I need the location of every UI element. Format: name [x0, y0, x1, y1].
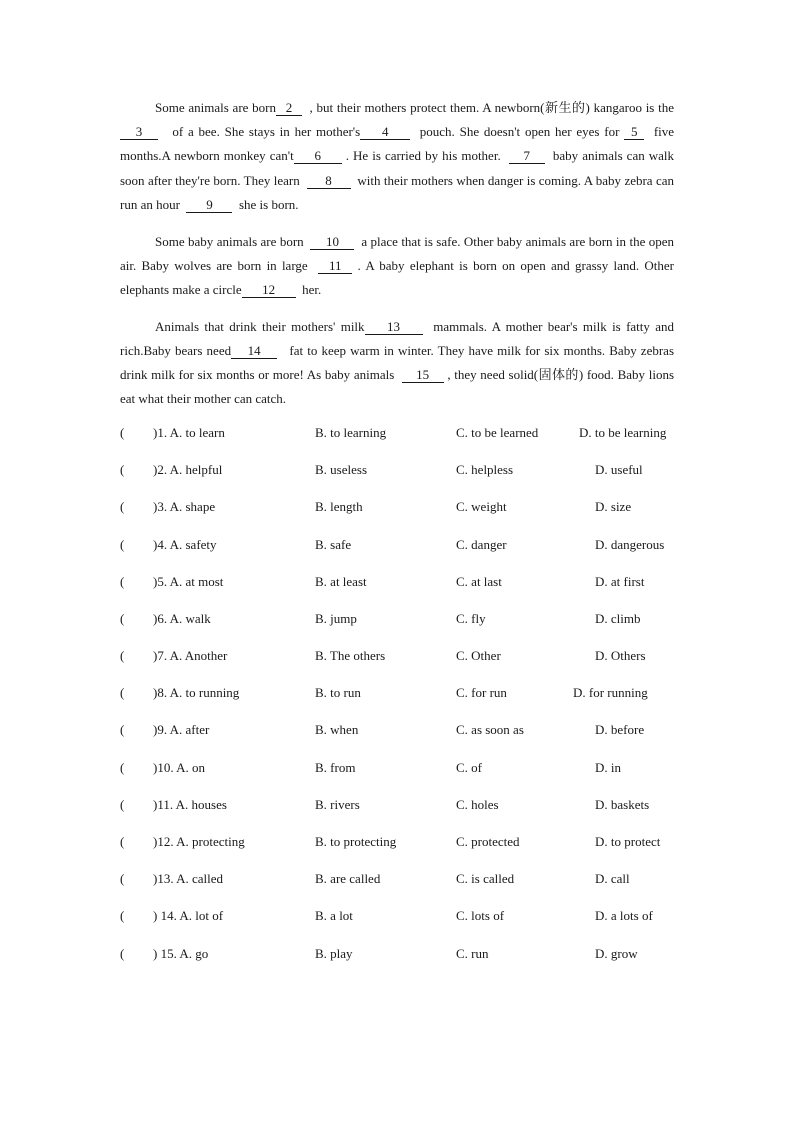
option-c: C. of	[456, 759, 482, 775]
question-stem-option-a: ) 15. A. go	[153, 945, 209, 961]
question-row	[120, 833, 674, 870]
answer-paren[interactable]: (	[120, 499, 125, 515]
blank-15: 15	[402, 367, 444, 383]
option-b: B. length	[315, 499, 363, 515]
option-d: D. size	[595, 499, 632, 515]
passage-text: pouch. She doesn't open her eyes for	[419, 124, 620, 140]
question-stem-option-a: )13. A. called	[153, 871, 224, 887]
question-row	[120, 796, 674, 833]
option-d: D. grow	[595, 945, 638, 961]
question-stem-option-a: )8. A. to running	[153, 685, 240, 701]
option-c: C. at last	[456, 573, 502, 589]
option-d: D. Others	[595, 648, 646, 664]
passage-text: . A baby elephant is born on open and grassy land. Other elephants make a circle	[120, 257, 675, 297]
option-c: C. protected	[456, 834, 520, 849]
option-c: C. weight	[456, 499, 507, 515]
option-b: B. to protecting	[315, 834, 397, 849]
option-d: D. a lots of	[595, 908, 653, 924]
passage-text: of a bee. She stays in her mother's	[172, 124, 361, 140]
blank-5: 5	[624, 124, 644, 140]
question-stem-option-a: )12. A. protecting	[153, 834, 245, 849]
option-b: B. are called	[315, 871, 381, 887]
option-b: B. to learning	[315, 424, 387, 440]
question-stem-option-a: )6. A. walk	[153, 610, 211, 626]
passage-text: . He is carried by his mother.	[345, 148, 501, 164]
option-c: C. to be learned	[456, 424, 539, 440]
question-stem-option-a: )9. A. after	[153, 722, 210, 738]
question-stem-option-a: )1. A. to learn	[153, 424, 225, 440]
passage-text: five months.A newborn monkey can't	[120, 124, 675, 164]
option-b: B. when	[315, 722, 359, 738]
option-c: C. for run	[456, 685, 507, 701]
question-stem-option-a: )11. A. houses	[153, 796, 227, 812]
option-b: B. safe	[315, 536, 352, 552]
option-d: D. before	[595, 722, 645, 738]
question-list	[120, 424, 674, 982]
blank-14: 14	[231, 343, 277, 359]
option-c: C. run	[456, 945, 489, 961]
option-b: B. at least	[315, 573, 367, 589]
blank-6: 6	[294, 148, 342, 164]
option-c: C. is called	[456, 871, 515, 887]
question-row	[120, 907, 674, 944]
blank-2: 2	[276, 100, 302, 116]
answer-paren[interactable]: (	[120, 945, 125, 961]
option-c: C. lots of	[456, 908, 505, 924]
answer-paren[interactable]: (	[120, 573, 125, 589]
question-row	[120, 721, 674, 758]
option-d: D. to protect	[595, 834, 661, 849]
passage-text: Some animals are born	[155, 100, 277, 115]
passage-text: mammals. A mother bear's milk is fatty and rich.Baby bears need	[120, 318, 674, 358]
question-row	[120, 945, 674, 982]
passage-text: fat to keep warm in winter. They have milk for six months. Baby zebras drink milk for six months or more! As baby animals	[120, 342, 675, 383]
question-row	[120, 573, 674, 610]
question-row	[120, 759, 674, 796]
option-b: B. rivers	[315, 796, 360, 812]
question-stem-option-a: )3. A. shape	[153, 499, 216, 515]
passage-paragraph-1	[120, 96, 674, 217]
blank-8: 8	[307, 173, 351, 189]
answer-paren[interactable]: (	[120, 424, 125, 440]
answer-paren[interactable]: (	[120, 610, 125, 626]
option-d: D. to be learning	[579, 424, 667, 440]
answer-paren[interactable]: (	[120, 462, 125, 478]
option-d: D. useful	[595, 462, 643, 478]
passage-text: , but their mothers protect them. A newborn(新生的) kangaroo is the	[309, 100, 675, 115]
passage-paragraph-2	[120, 230, 674, 303]
passage-text: baby animals can walk soon after they're born. They learn	[120, 148, 675, 188]
blank-3: 3	[120, 124, 158, 140]
blank-11: 11	[318, 258, 352, 274]
option-b: B. a lot	[315, 908, 353, 924]
option-b: B. The others	[315, 648, 386, 664]
option-c: C. Other	[456, 648, 501, 664]
passage-text: Animals that drink their mothers' milk	[155, 318, 365, 334]
question-row	[120, 424, 674, 461]
blank-13: 13	[365, 319, 423, 335]
option-d: D. call	[595, 871, 630, 887]
answer-paren[interactable]: (	[120, 722, 125, 738]
question-row	[120, 684, 674, 721]
option-b: B. from	[315, 759, 356, 775]
question-stem-option-a: ) 14. A. lot of	[153, 908, 224, 924]
passage-text: her.	[302, 281, 322, 297]
passage-text: with their mothers when danger is coming. A baby zebra can run an hour	[120, 172, 675, 212]
option-d: D. for running	[573, 685, 648, 701]
option-d: D. baskets	[595, 796, 650, 812]
answer-paren[interactable]: (	[120, 685, 125, 701]
option-c: C. as soon as	[456, 722, 524, 738]
question-stem-option-a: )2. A. helpful	[153, 462, 223, 478]
question-row	[120, 610, 674, 647]
option-b: B. useless	[315, 462, 367, 478]
answer-paren[interactable]: (	[120, 796, 125, 812]
question-stem-option-a: )10. A. on	[153, 759, 205, 775]
option-d: D. at first	[595, 573, 645, 589]
blank-4: 4	[360, 124, 410, 140]
option-c: C. danger	[456, 536, 507, 552]
worksheet-page	[120, 96, 674, 982]
option-d: D. in	[595, 759, 621, 775]
question-stem-option-a: )5. A. at most	[153, 573, 224, 589]
question-row	[120, 498, 674, 535]
passage-text: a place that is safe. Other baby animals are born in the open air. Baby wolves are born in large	[120, 233, 675, 273]
option-c: C. holes	[456, 796, 499, 812]
option-d: D. climb	[595, 610, 641, 626]
option-d: D. dangerous	[595, 536, 665, 552]
question-row	[120, 647, 674, 684]
option-b: B. to run	[315, 685, 361, 701]
passage-text: she is born.	[238, 196, 299, 212]
option-b: B. jump	[315, 610, 357, 626]
option-b: B. play	[315, 945, 353, 961]
question-row	[120, 461, 674, 498]
blank-12: 12	[242, 282, 296, 298]
passage-text: , they need solid(固体的) food. Baby lions eat what their mother can catch.	[120, 367, 675, 407]
passage-paragraph-3	[120, 315, 674, 412]
answer-paren[interactable]: (	[120, 871, 125, 887]
answer-paren[interactable]: (	[120, 648, 125, 664]
option-c: C. fly	[456, 610, 486, 626]
answer-paren[interactable]: (	[120, 536, 125, 552]
question-stem-option-a: )7. A. Another	[153, 648, 228, 664]
option-c: C. helpless	[456, 462, 514, 478]
answer-paren[interactable]: (	[120, 834, 125, 849]
blank-9: 9	[186, 197, 232, 213]
answer-paren[interactable]: (	[120, 759, 125, 775]
question-row	[120, 536, 674, 573]
question-row	[120, 870, 674, 907]
blank-7: 7	[509, 148, 545, 164]
blank-10: 10	[310, 234, 354, 250]
passage-text: Some baby animals are born	[155, 233, 304, 249]
answer-paren[interactable]: (	[120, 908, 125, 924]
question-stem-option-a: )4. A. safety	[153, 536, 217, 552]
